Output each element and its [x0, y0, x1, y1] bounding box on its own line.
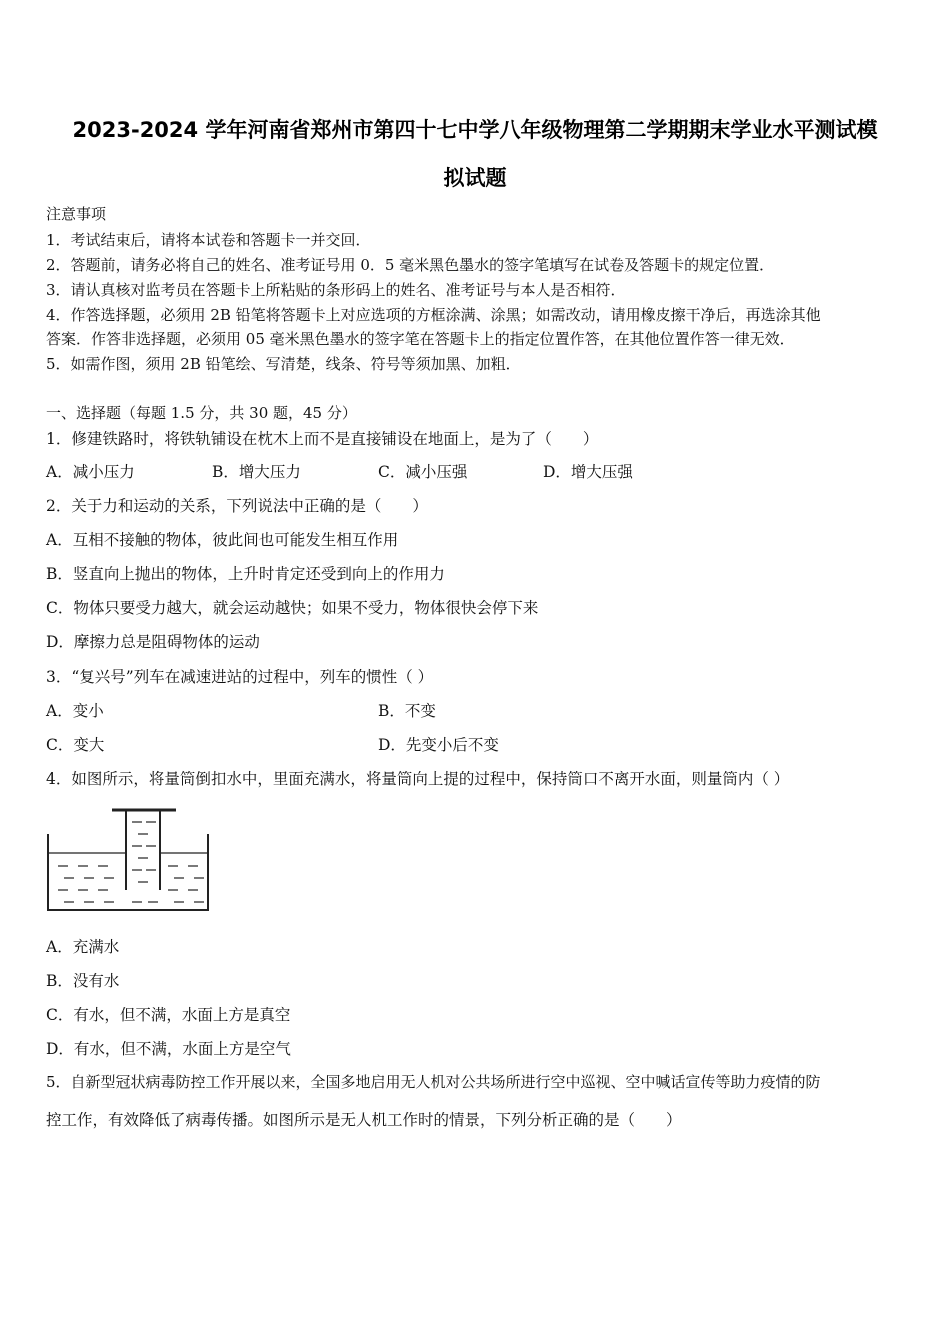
- notice-item: 3．请认真核对监考员在答题卡上所粘贴的条形码上的姓名、准考证号与本人是否相符．: [46, 281, 626, 299]
- question-option: A．变小: [46, 702, 104, 720]
- inverted-cylinder-figure: [44, 806, 214, 912]
- question-stem: 3．“复兴号”列车在减速进站的过程中，列车的惯性（ ）: [46, 668, 434, 686]
- question-option: D．有水，但不满，水面上方是空气: [46, 1040, 291, 1058]
- page-title-line1: 2023-2024 学年河南省郑州市第四十七中学八年级物理第二学期期末学业水平测试模: [72, 118, 878, 142]
- notice-item: 4．作答选择题，必须用 2B 铅笔将答题卡上对应选项的方框涂满、涂黑；如需改动，请用橡皮擦干净后，再选涂其他: [46, 306, 821, 324]
- question-option: C．物体只要受力越大，就会运动越快；如果不受力，物体很快会停下来: [46, 599, 539, 617]
- question-option: B．增大压力: [212, 463, 301, 481]
- notice-item: 5．如需作图，须用 2B 铅笔绘、写清楚，线条、符号等须加黑、加粗．: [46, 355, 521, 373]
- question-option: D．先变小后不变: [378, 736, 499, 754]
- question-option: B．竖直向上抛出的物体，上升时肯定还受到向上的作用力: [46, 565, 445, 583]
- notice-item: 答案．作答非选择题，必须用 05 毫米黑色墨水的签字笔在答题卡上的指定位置作答，在其他位置作答一律无效．: [46, 330, 795, 348]
- question-stem: 1．修建铁路时，将铁轨铺设在枕木上而不是直接铺设在地面上，是为了（ ）: [46, 430, 599, 448]
- question-option: A．减小压力: [46, 463, 135, 481]
- question-option: B．不变: [378, 702, 436, 720]
- section-heading: 一、选择题（每题 1.5 分，共 30 题，45 分）: [46, 404, 357, 422]
- question-option: C．变大: [46, 736, 105, 754]
- notice-item: 2．答题前，请务必将自己的姓名、准考证号用 0．5 毫米黑色墨水的签字笔填写在试卷及答题卡的规定位置．: [46, 256, 775, 274]
- page-title-line2: 拟试题: [443, 166, 507, 190]
- water-dashes: [58, 822, 204, 902]
- notice-heading: 注意事项: [46, 205, 107, 223]
- water-tank: [48, 834, 208, 910]
- question-option: D．增大压强: [543, 463, 633, 481]
- question-stem: 2．关于力和运动的关系，下列说法中正确的是（ ）: [46, 497, 428, 515]
- question-stem: 4．如图所示，将量筒倒扣水中，里面充满水，将量筒向上提的过程中，保持筒口不离开水面，则量筒内（ ）: [46, 770, 790, 788]
- question-option: A．充满水: [46, 938, 120, 956]
- question-stem: 5．自新型冠状病毒防控工作开展以来，全国多地启用无人机对公共场所进行空中巡视、空中喊话宣传等助力疫情的防: [46, 1073, 821, 1091]
- question-option: B．没有水: [46, 972, 120, 990]
- question-option: D．摩擦力总是阻碍物体的运动: [46, 633, 260, 651]
- question-option: C．减小压强: [378, 463, 468, 481]
- question-stem-continued: 控工作，有效降低了病毒传播。如图所示是无人机工作时的情景，下列分析正确的是（ ）: [46, 1111, 682, 1129]
- notice-item: 1．考试结束后，请将本试卷和答题卡一并交回．: [46, 231, 371, 249]
- question-option: A．互相不接触的物体，彼此间也可能发生相互作用: [46, 531, 399, 549]
- question-option: C．有水，但不满，水面上方是真空: [46, 1006, 291, 1024]
